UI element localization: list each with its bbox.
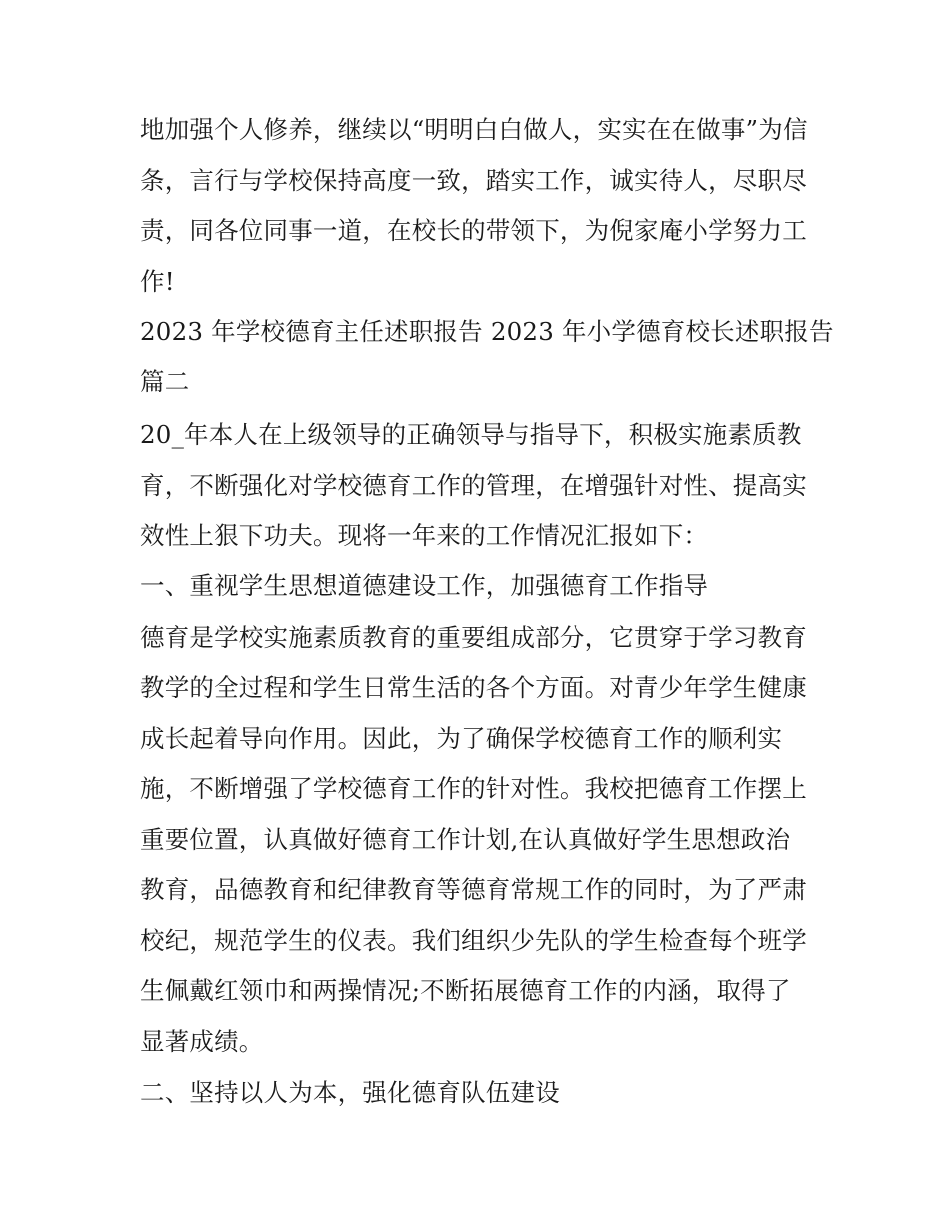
text-line: 20_年本人在上级领导的正确领导与指导下，积极实施素质教 [140,420,802,449]
section-title: 2023 年学校德育主任述职报告 2023 年小学德育校长述职报告 [140,317,834,346]
text-line: 地加强个人修养，继续以“明明白白做人，实实在在做事”为信 [140,115,808,144]
text-line: 德育是学校实施素质教育的重要组成部分，它贯穿于学习教育 [140,623,807,652]
section-heading: 一、重视学生思想道德建设工作，加强德育工作指导 [140,571,709,600]
text-line: 效性上狠下功夫。现将一年来的工作情况汇报如下： [140,521,709,550]
text-line: 成长起着导向作用。因此，为了确保学校德育工作的顺利实 [140,724,783,753]
text-line: 生佩戴红领巾和两操情况;不断拓展德育工作的内涵，取得了 [140,976,791,1005]
section-subtitle: 篇二 [140,367,190,396]
text-line: 校纪，规范学生的仪表。我们组织少先队的学生检查每个班学 [140,926,807,955]
text-line: 条，言行与学校保持高度一致，踏实工作，诚实待人，尽职尽 [140,166,807,195]
text-line: 显著成绩。 [140,1027,264,1056]
text-line: 教育，品德教育和纪律教育等德育常规工作的同时，为了严肃 [140,875,807,904]
text-line: 责，同各位同事一道，在校长的带领下，为倪家庵小学努力工 [140,216,807,245]
text-line: 作! [140,267,175,296]
text-line: 重要位置，认真做好德育工作计划,在认真做好学生思想政治 [140,825,791,854]
section-heading: 二、坚持以人为本，强化德育队伍建设 [140,1078,560,1107]
text-line: 教学的全过程和学生日常生活的各个方面。对青少年学生健康 [140,673,807,702]
text-line: 施，不断增强了学校德育工作的针对性。我校把德育工作摆上 [140,774,807,803]
text-line: 育，不断强化对学校德育工作的管理，在增强针对性、提高实 [140,471,807,500]
